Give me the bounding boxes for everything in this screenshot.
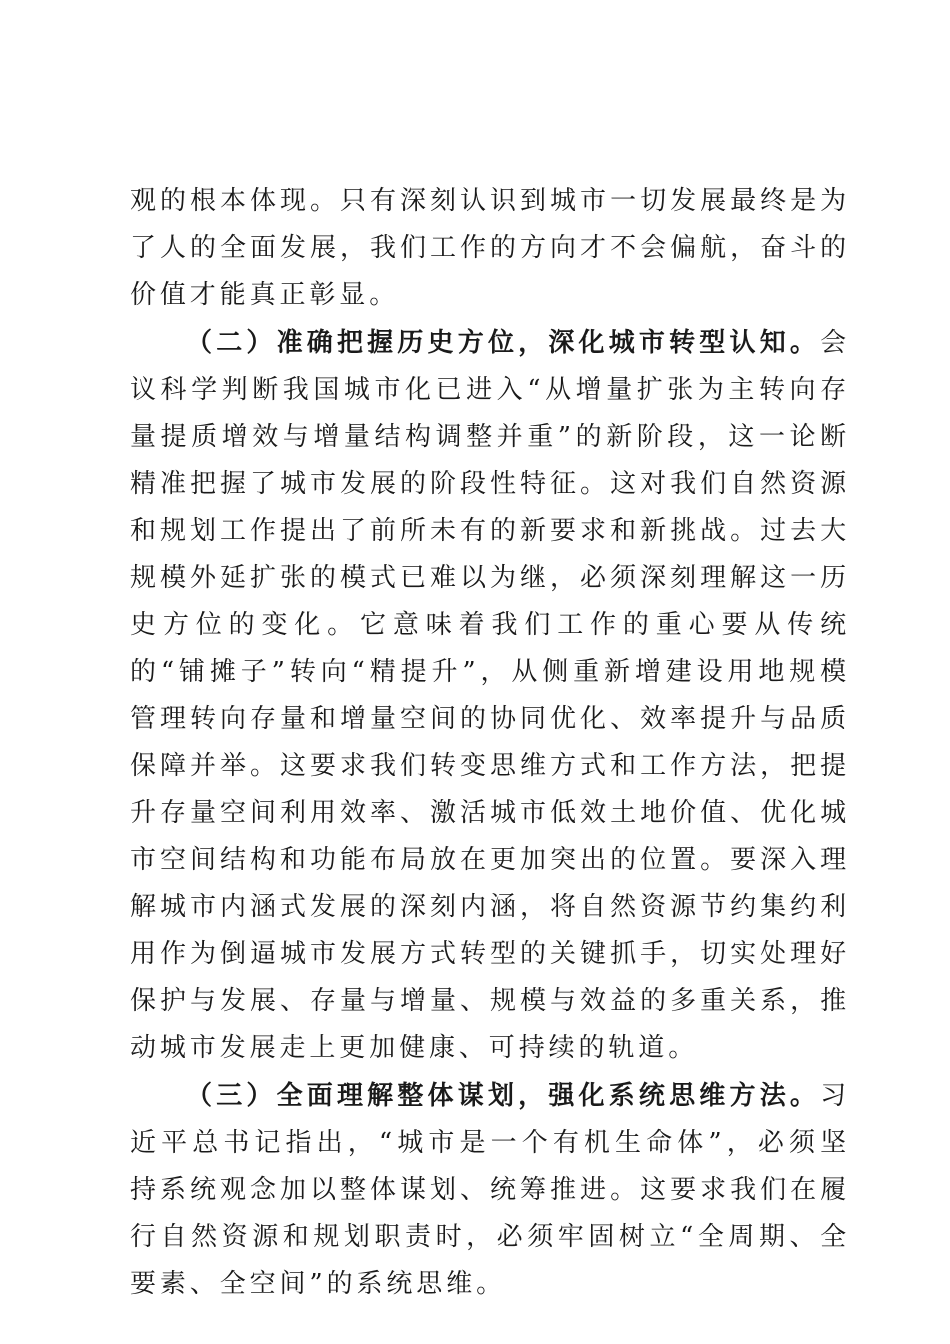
section-3-paragraph — [130, 1073, 850, 1308]
document-page — [130, 178, 850, 1308]
section-3-text: 习近平总书记指出，“城市是一个有机生命体”，必须坚持系统观念加以整体谋划、统筹推进。这要求我们在履行自然资源和规划职责时，必须牢固树立“全周期、全要素、全空间”的系统思维。 — [130, 1081, 850, 1299]
section-2-heading: （二）准确把握历史方位，深化城市转型认知。 — [186, 328, 821, 358]
section-2-text: 会议科学判断我国城市化已进入“从增量扩张为主转向存量提质增效与增量结构调整并重”的新阶段，这一论断精准把握了城市发展的阶段性特征。这对我们自然资源和规划工作提出了前所未有的新要求和新挑战。过去大规模外延扩张的模式已难以为继，必须深刻理解这一历史方位的变化。它意味着我们工作的重心要从传统的“铺摊子”转向“精提升”，从侧重新增建设用地规模管理转向存量和增量空间的协同优化、效率提升与品质保障并举。这要求我们转变思维方式和工作方法，把提升存量空间利用效率、激活城市低效土地价值、优化城市空间结构和功能布局放在更加突出的位置。要深入理解城市内涵式发展的深刻内涵，将自然资源节约集约利用作为倒逼城市发展方式转型的关键抓手，切实处理好保护与发展、存量与增量、规模与效益的多重关系，推动城市发展走上更加健康、可持续的轨道。 — [130, 328, 850, 1063]
section-2-paragraph — [130, 320, 850, 1072]
paragraph-continuation — [130, 178, 850, 319]
paragraph-1-text: 观的根本体现。只有深刻认识到城市一切发展最终是为了人的全面发展，我们工作的方向才不会偏航，奋斗的价值才能真正彰显。 — [130, 186, 850, 310]
section-3-heading: （三）全面理解整体谋划，强化系统思维方法。 — [186, 1081, 821, 1111]
